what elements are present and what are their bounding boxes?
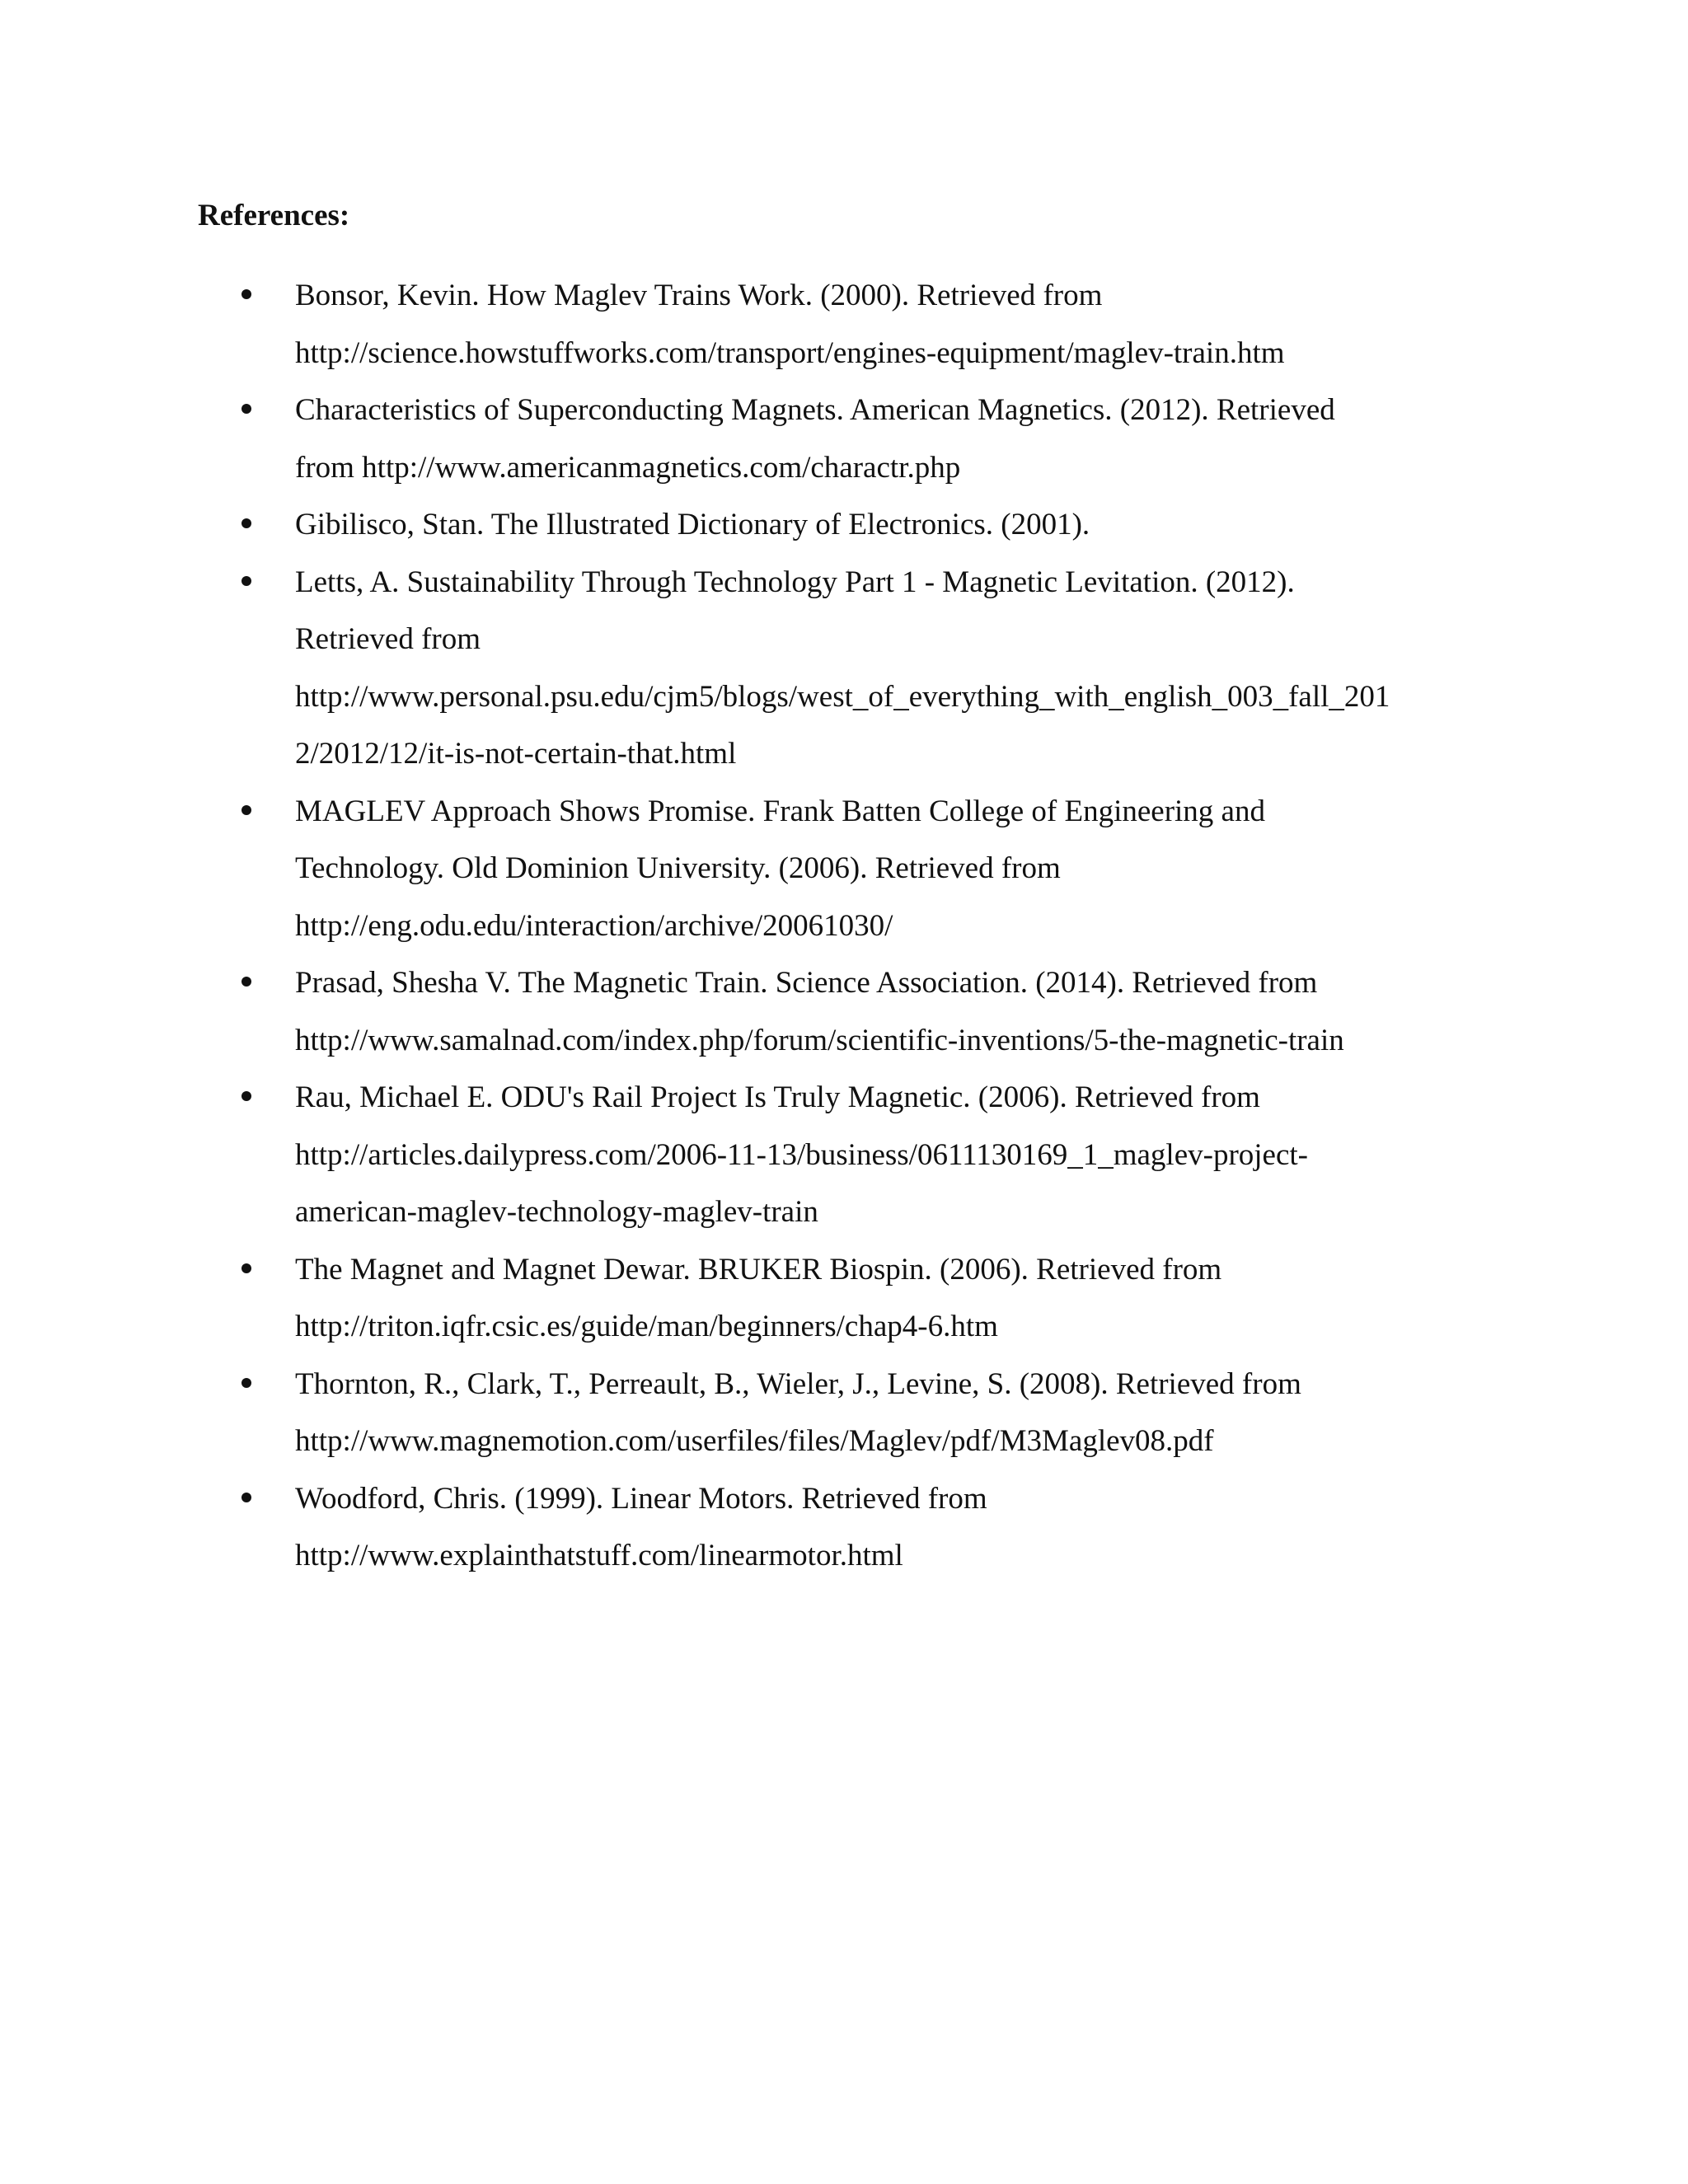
reference-url: http://www.samalnad.com/index.php/forum/scientific-inventions/5-the-magnetic-train — [295, 1023, 1344, 1057]
reference-item — [198, 496, 1467, 554]
reference-url: 2/2012/12/it-is-not-certain-that.html — [295, 737, 737, 771]
reference-line: Prasad, Shesha V. The Magnetic Train. Science Association. (2014). Retrieved from — [295, 966, 1318, 1000]
bullet-icon — [241, 289, 251, 299]
reference-item — [198, 554, 1467, 783]
reference-item — [198, 1241, 1467, 1356]
reference-line: Characteristics of Superconducting Magnets. American Magnetics. (2012). Retrieved — [295, 393, 1335, 427]
reference-url: from http://www.americanmagnetics.com/charactr.php — [295, 450, 961, 485]
reference-url: http://science.howstuffworks.com/transport/engines-equipment/maglev-train.htm — [295, 335, 1285, 370]
reference-line: Rau, Michael E. ODU's Rail Project Is Truly Magnetic. (2006). Retrieved from — [295, 1080, 1260, 1114]
reference-line: The Magnet and Magnet Dewar. BRUKER Biospin. (2006). Retrieved from — [295, 1252, 1222, 1286]
reference-line: Thornton, R., Clark, T., Perreault, B., Wieler, J., Levine, S. (2008). Retrieved from — [295, 1366, 1301, 1401]
reference-line: Technology. Old Dominion University. (2006). Retrieved from — [295, 851, 1061, 885]
bullet-icon — [241, 805, 251, 815]
reference-item — [198, 267, 1467, 382]
reference-line: Woodford, Chris. (1999). Linear Motors. Retrieved from — [295, 1481, 987, 1516]
references-heading: References: — [198, 199, 350, 232]
bullet-icon — [241, 518, 251, 528]
reference-line: Retrieved from — [295, 622, 481, 656]
reference-item — [198, 1069, 1467, 1241]
bullet-icon — [241, 1493, 251, 1502]
reference-url: http://eng.odu.edu/interaction/archive/20061030/ — [295, 908, 893, 943]
reference-url: http://www.magnemotion.com/userfiles/files/Maglev/pdf/M3Maglev08.pdf — [295, 1424, 1214, 1458]
reference-item — [198, 382, 1467, 496]
bullet-icon — [241, 1263, 251, 1273]
reference-url: http://articles.dailypress.com/2006-11-13/business/0611130169_1_maglev-project- — [295, 1137, 1308, 1172]
reference-url: http://www.personal.psu.edu/cjm5/blogs/west_of_everything_with_english_003_fall_201 — [295, 679, 1390, 714]
bullet-icon — [241, 404, 251, 414]
references-list — [198, 267, 1467, 1585]
reference-item — [198, 954, 1467, 1069]
reference-item — [198, 783, 1467, 955]
reference-line: MAGLEV Approach Shows Promise. Frank Batten College of Engineering and — [295, 794, 1265, 828]
reference-url: american-maglev-technology-maglev-train — [295, 1195, 818, 1229]
reference-url: http://triton.iqfr.csic.es/guide/man/beginners/chap4-6.htm — [295, 1310, 998, 1343]
bullet-icon — [241, 1091, 251, 1101]
reference-line: Gibilisco, Stan. The Illustrated Dictionary of Electronics. (2001). — [295, 508, 1090, 541]
reference-url: http://www.explainthatstuff.com/linearmotor.html — [295, 1539, 903, 1572]
bullet-icon — [241, 1378, 251, 1388]
bullet-icon — [241, 977, 251, 987]
reference-item — [198, 1470, 1467, 1585]
reference-item — [198, 1356, 1467, 1470]
reference-line: Letts, A. Sustainability Through Technology Part 1 - Magnetic Levitation. (2012). — [295, 565, 1295, 599]
bullet-icon — [241, 576, 251, 586]
reference-line: Bonsor, Kevin. How Maglev Trains Work. (2000). Retrieved from — [295, 279, 1103, 312]
